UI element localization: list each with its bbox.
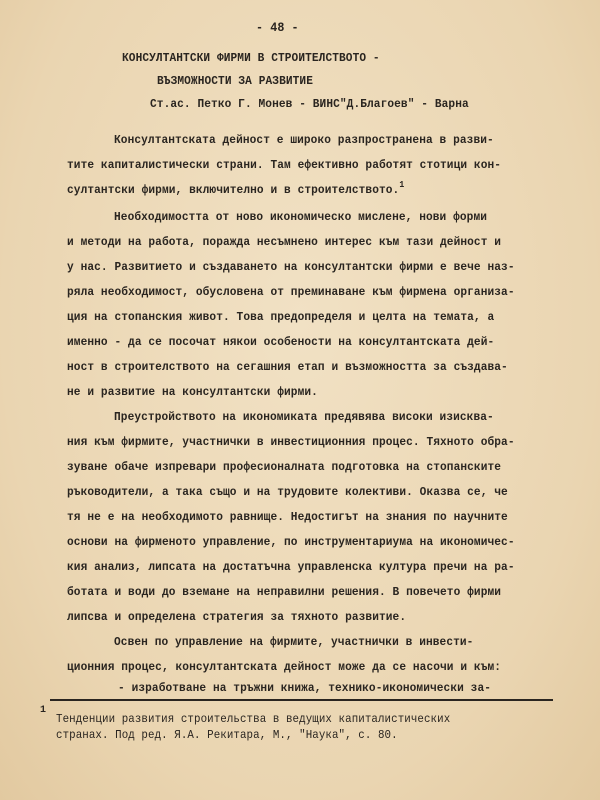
- footnote-reference: 1: [399, 180, 405, 190]
- footnote-separator: [50, 699, 553, 701]
- body-line-8: ция на стопанския живот. Това предопределя и целта на темата, а: [67, 310, 495, 324]
- body-line-21: Освен по управление на фирмите, участнички в инвести-: [114, 635, 474, 649]
- body-line-5: и методи на работа, поражда несъмнено интерес към тази дейност и: [67, 235, 502, 249]
- body-line-9: именно - да се посочат някои особености на консултантската дей-: [67, 335, 495, 349]
- body-line-16: тя не е на необходимото равнище. Недостигът на знания по научните: [67, 510, 508, 524]
- body-line-15: ръководители, а така също и на трудовите колективи. Оказва се, че: [67, 485, 508, 499]
- footnote-line-2: странах. Под ред. Я.А. Рекитара, М., "Наука", с. 80.: [56, 728, 398, 742]
- body-line-17: основи на фирменото управление, по инструментариума на икономичес-: [67, 535, 515, 549]
- page-number: - 48 -: [256, 20, 299, 35]
- title-line-1: КОНСУЛТАНТСКИ ФИРМИ В СТРОИТЕЛСТВОТО -: [122, 51, 380, 65]
- body-line-4: Необходимостта от ново икономическо мислене, нови форми: [114, 210, 488, 224]
- body-line-2: тите капиталистически страни. Там ефективно работят стотици кон-: [67, 158, 502, 172]
- body-line-23: - изработване на тръжни книжа, технико-икономически за-: [118, 681, 492, 695]
- footnote-line-1: Тенденции развития строительства в ведущих капиталистических: [56, 712, 451, 726]
- body-line-1: Консултантската дейност е широко разпространена в разви-: [114, 133, 494, 147]
- author-line: Ст.ас. Петко Г. Монев - ВИНС"Д.Благоев" - Варна: [150, 97, 469, 111]
- title-line-2: ВЪЗМОЖНОСТИ ЗА РАЗВИТИЕ: [157, 74, 313, 88]
- body-line-13: ния към фирмите, участнички в инвестиционния процес. Тяхното обра-: [67, 435, 515, 449]
- body-line-7: ряла необходимост, обусловена от преминаване към фирмена организа-: [67, 285, 515, 299]
- body-line-20: липсва и определена стратегия за тяхното развитие.: [67, 610, 407, 624]
- body-line-22: ционния процес, консултантската дейност може да се насочи и към:: [67, 660, 502, 674]
- body-line-18: кия анализ, липсата на достатъчна управленска култура пречи на ра-: [67, 560, 515, 574]
- body-line-3: султантски фирми, включително и в строителството.$^1$: [67, 180, 405, 197]
- body-line-6: у нас. Развитието и създаването на консултантски фирми е вече наз-: [67, 260, 515, 274]
- body-line-11: не и развитие на консултантски фирми.: [67, 385, 318, 399]
- body-line-10: ност в строителството на сегашния етап и възможността за създава-: [67, 360, 508, 374]
- body-line-12: Преустройството на икономиката предявява високи изисква-: [114, 410, 494, 424]
- footnote-mark: 1: [40, 705, 47, 716]
- body-line-19: ботата и води до вземане на неправилни решения. В повечето фирми: [67, 585, 502, 599]
- body-line-14: зуване обаче изпревари професионалната подготовка на стопанските: [67, 460, 502, 474]
